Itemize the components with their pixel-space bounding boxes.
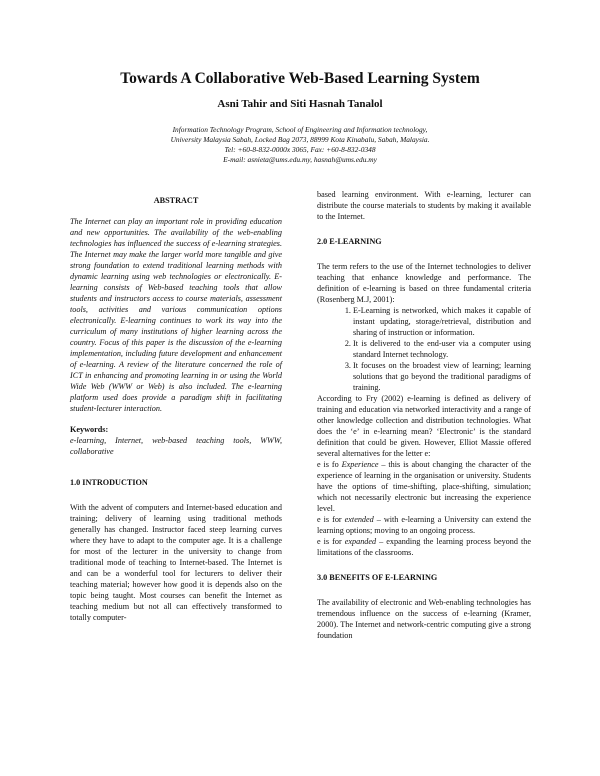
abstract-text: The Internet can play an important role in providing education and new opportunities. The availability of the web-enabling technologies has influenced the success of e-learning strategies. The Internet may make the larger world more tangible and give strong foundation to extend traditional learning methods with dynamic learning using web technologies or electronically. E-learning consists of Web-based teaching tools that allow students and instructors access to course materials, assessment tools, activities and various communication options electronically. E-learning continues to work its way into the curriculum of many institutions of higher learning across the country. Focus of this paper is the discussion of the e-learning implementation, including future development and enhancement of e-learning. A review of the literature concerned the role of ICT in enhancing and promoting learning in or using the World Wide Web (WWW or Web) is also included. The e-learning platform used does provide a paradigm shift in facilitating student-lecturer interaction. bbox=[70, 217, 282, 413]
extended-term: extended bbox=[344, 515, 374, 524]
criteria-item: 3. It focuses on the broadest view of learning; learning solutions that go beyond the traditional paradigms of training. bbox=[353, 360, 531, 393]
criteria-list bbox=[317, 305, 531, 393]
elearning-heading: 2.0 E-LEARNING bbox=[317, 237, 382, 246]
expanded-definition bbox=[317, 536, 531, 558]
experience-definition bbox=[317, 459, 531, 514]
affiliation-line: University Malaysia Sabah, Locked Bag 2073, 88999 Kota Kinabalu, Sabah, Malaysia. bbox=[170, 135, 430, 144]
extended-text: – with e-learning a University can extend the learning options; moving to an ongoing process. bbox=[317, 515, 531, 535]
affiliation-email: E-mail: asnieta@ums.edu.my, hasnah@ums.edu.my bbox=[223, 155, 377, 164]
keywords-label: Keywords: bbox=[70, 425, 109, 434]
experience-text: – this is about changing the character of the experience of learning in the organisation or university. Students have the options of time-shifting, place-shifting, simulation; which not necessarily electronic but increasing the experience level. bbox=[317, 460, 532, 513]
left-column bbox=[70, 192, 282, 623]
e-prefix: e is fo bbox=[317, 460, 342, 469]
affiliation-block bbox=[100, 125, 500, 165]
criteria-item: 1. E-Learning is networked, which makes it capable of instant updating, storage/retrieval, distribution and sharing of instruction or information. bbox=[353, 305, 531, 338]
introduction-heading: 1.0 INTRODUCTION bbox=[70, 478, 148, 487]
elearning-intro: The term refers to the use of the Internet technologies to deliver teaching that enhance knowledge and performance. The definition of e-learning is based on three fundamental criteria (Rosenberg M.J, 2001): bbox=[317, 262, 531, 304]
e-prefix: e is for bbox=[317, 537, 345, 546]
experience-term: Experience bbox=[341, 460, 379, 469]
affiliation-line: Tel: +60-8-832-0000x 3065, Fax: +60-8-832-0348 bbox=[224, 145, 376, 154]
affiliation-line: Information Technology Program, School of Engineering and Information technology, bbox=[172, 125, 428, 134]
extended-definition bbox=[317, 514, 531, 536]
expanded-text: – expanding the learning process beyond the limitations of the classrooms. bbox=[317, 537, 531, 557]
introduction-continued: based learning environment. With e-learning, lecturer can distribute the course materials to students by making it available to the Internet. bbox=[317, 190, 531, 221]
right-column bbox=[317, 192, 531, 641]
abstract-heading: ABSTRACT bbox=[153, 196, 199, 205]
benefits-heading: 3.0 BENEFITS OF E-LEARNING bbox=[317, 573, 438, 582]
introduction-text: With the advent of computers and Internet-based education and training; delivery of learning using traditional methods generally has changed. Instructor faced steep learning curves where they have to adapt to the computer age. It is a challenge for most of the lecturer in the university to change from traditional mode of teaching to Internet-based. The Internet is and can be a wonderful tool for lecturers to deliver their teaching material; however how good it is depends also on the topic being taught. Most courses can benefit the Internet as teaching medium but not all can effectively transformed to totally computer- bbox=[70, 503, 282, 622]
expanded-term: expanded bbox=[344, 537, 377, 546]
e-prefix: e is for bbox=[317, 515, 345, 524]
fry-definition: According to Fry (2002) e-learning is defined as delivery of training and education via networked interactivity and a range of other knowledge collection and distribution technologies. What does the ‘e’ in e-learning mean? ‘Electronic’ is the standard definition that could be given. However, Elliot Massie offered several alternatives for the letter e: bbox=[317, 394, 531, 458]
paper-authors: Asni Tahir and Siti Hasnah Tanalol bbox=[217, 98, 383, 110]
benefits-text: The availability of electronic and Web-enabling technologies has tremendous influence on the success of e-learning (Kramer, 2000). The Internet and network-centric computing give a strong foundation bbox=[317, 598, 531, 640]
criteria-item: 2. It is delivered to the end-user via a computer using standard Internet technology. bbox=[353, 338, 531, 360]
paper-title: Towards A Collaborative Web-Based Learning System bbox=[120, 70, 480, 87]
keywords-text: e-learning, Internet, web-based teaching tools, WWW, collaborative bbox=[70, 436, 282, 456]
